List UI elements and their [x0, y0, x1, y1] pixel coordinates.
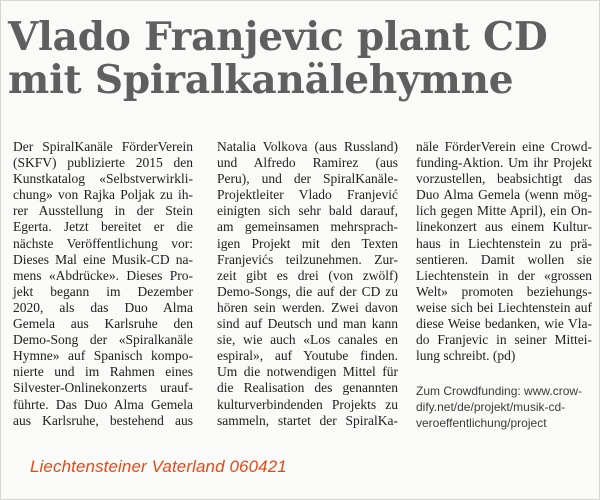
article-line: Demo-Songs, die auf der CD zu — [217, 283, 398, 299]
article-line: Duo Alma Gemela (wenn mög- — [416, 187, 592, 203]
article-line: Um die notwendigen Mittel für — [217, 364, 398, 380]
article-line: nächste Veröffentlichung vor: — [13, 235, 193, 251]
article-line: vorzustellen, beabsichtigt das — [416, 171, 592, 187]
headline — [8, 16, 598, 102]
article-line: Gemela aus Karlsruhe den — [13, 316, 193, 332]
article-line: Egerta. Jetzt bereitet er die — [13, 219, 193, 235]
article-line: 2020, als das Duo Alma — [13, 299, 193, 315]
article-line: haus in Liechtenstein zu prä- — [416, 235, 592, 251]
article-last-line-text: lung schreibt. (pd) — [416, 348, 516, 364]
crowdfunding-line: veroeffentlichung/project — [416, 416, 547, 430]
article-column-3 — [416, 139, 592, 364]
article-line: und Alfredo Ramirez (aus — [217, 155, 398, 171]
crowdfunding-note — [416, 383, 600, 431]
article-line: igen Projekt mit den Texten — [217, 235, 398, 251]
article-line: am gemeinsamen mehrsprach- — [217, 219, 398, 235]
article-line: hören sein werden. Zwei davon — [217, 299, 398, 315]
article-line: sammeln, startet der SpiralKa- — [217, 412, 398, 428]
crowdfunding-line: Zum Crowdfunding: www.crow- — [416, 384, 583, 398]
article-column-2 — [217, 139, 398, 429]
article-line: sie, wie auch «Los canales en — [217, 332, 398, 348]
article-line: zeit gibt es drei (von zwölf) — [217, 267, 398, 283]
article-line: kulturverbindenden Projekts zu — [217, 396, 398, 412]
article-line: jekt begann im Dezember — [13, 283, 193, 299]
article-line: funding-Aktion. Um ihr Projekt — [416, 155, 592, 171]
article-line: diese Weise bedanken, wie Vla- — [416, 316, 592, 332]
article-line: einigten sich sehr bald darauf, — [217, 203, 398, 219]
article-line: Natalia Volkova (aus Russland) — [217, 139, 398, 154]
article-line: Liechtenstein in der «grossen — [416, 267, 592, 283]
article-line: Dieses Mal eine Musik-CD na- — [13, 251, 193, 267]
article-line: Silvester-Onlinekonzerts urauf- — [13, 380, 193, 396]
article-line: lich gegen Mitte April), ein On- — [416, 203, 592, 219]
article-line: chung» von Rajka Poljak zu ih- — [13, 187, 193, 203]
article-line: mens «Abdrücke». Dieses Pro- — [13, 267, 193, 283]
article-line: rer Ausstellung in der Stein — [13, 203, 193, 219]
article-line: Projektleiter Vlado Franjević — [217, 187, 398, 203]
article-column-1 — [13, 139, 193, 429]
article-line: linekonzert aus einem Kultur- — [416, 219, 592, 235]
article-last-line — [416, 348, 592, 364]
article-line: do Franjevic in seiner Mittei- — [416, 332, 592, 348]
article-line: die Realisation des genannten — [217, 380, 398, 396]
article-line: Der SpiralKanäle FörderVerein — [13, 139, 193, 154]
article-line: Franjevićs teilzunehmen. Zur- — [217, 251, 398, 267]
article-line: weise sich bei Liechtenstein auf — [416, 299, 592, 315]
article-line: sentieren. Damit wollen sie — [416, 251, 592, 267]
source-label: Liechtensteiner Vaterland 060421 — [30, 457, 287, 476]
article-line: näle FörderVerein eine Crowd- — [416, 139, 592, 154]
article-line: Peru), und der SpiralKanäle- — [217, 171, 398, 187]
article-line: Demo-Song der «Spiralkanäle — [13, 332, 193, 348]
article-line: nierte und im Rahmen eines — [13, 364, 193, 380]
article-line: aus Karlsruhe, bestehend aus — [13, 412, 193, 428]
crowdfunding-line: dify.net/de/projekt/musik-cd- — [416, 400, 566, 414]
article-line: espiral», auf Youtube finden. — [217, 348, 398, 364]
article-line: Hymne» auf Spanisch kompo- — [13, 348, 193, 364]
article-line: Welt» promoten beziehungs- — [416, 283, 592, 299]
headline-line-1: Vlado Franjevic plant CD — [8, 14, 548, 60]
article-line: führte. Das Duo Alma Gemela — [13, 396, 193, 412]
headline-line-2: mit Spiralkanälehymne — [8, 57, 514, 103]
article-line: Kunstkatalog «Selbstverwirkli- — [13, 171, 193, 187]
article-line: (SKFV) publizierte 2015 den — [13, 155, 193, 171]
article-line: sind auf Deutsch und man kann — [217, 316, 398, 332]
